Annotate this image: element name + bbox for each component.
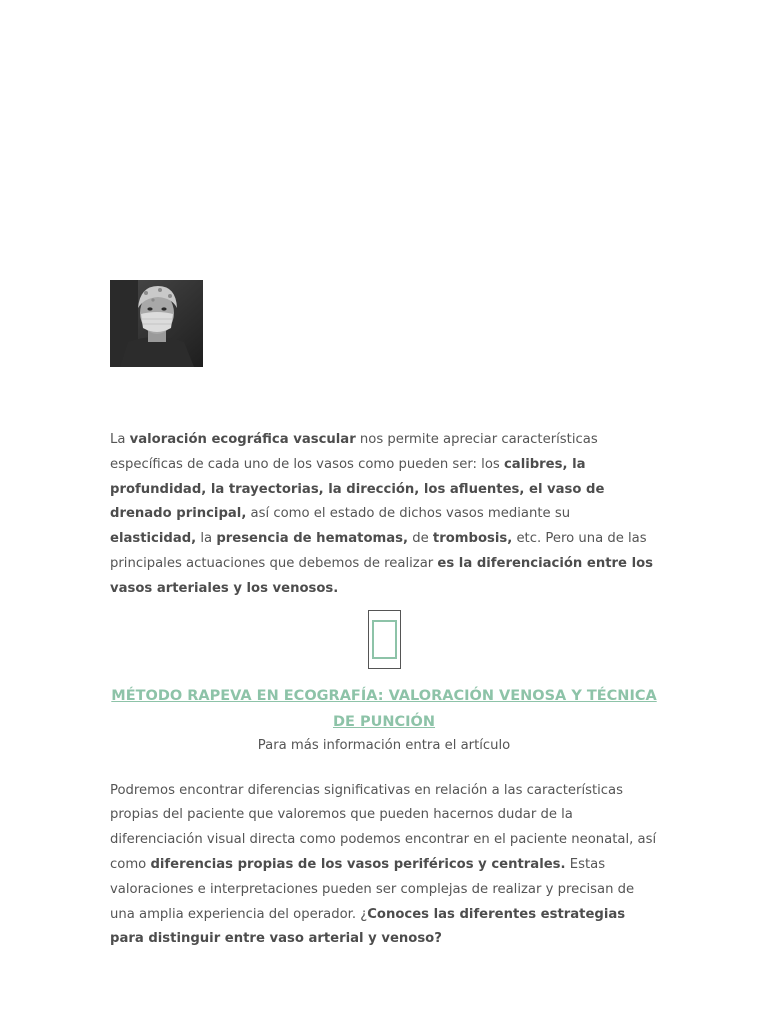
article-body: [110, 428, 658, 952]
related-article-caption: Para más información entra el artículo: [257, 737, 511, 753]
intro-paragraph: La valoración ecográfica vascular nos permite apreciar características específicas de cada uno de los vasos como pueden ser: los calibres, la profundidad, la trayectorias, la dirección, los afluentes, el vaso de drenado principal, así como el estado de dichos vasos mediante su elasticidad, la presencia de hematomas, de trombosis, etc. Pero una de las principales actuaciones que debemos de realizar es la diferenciación entre los vasos arteriales y los venosos.: [110, 432, 654, 596]
body-paragraph: Podremos encontrar diferencias significativas en relación a las características propias del paciente que valoremos que pueden hacernos dudar de la diferenciación visual directa como podemos encontrar en el paciente neonatal, así como diferencias propias de los vasos periféricos y centrales. Estas valoraciones e interpretaciones pueden ser complejas de realizar y precisan de una amplia experiencia del operador. ¿Conoces las diferentes estrategias para distinguir entre vaso arterial y venoso?: [110, 782, 657, 947]
related-article-link[interactable]: MÉTODO RAPEVA EN ECOGRAFÍA: VALORACIÓN VENOSA Y TÉCNICA DE PUNCIÓN: [111, 687, 657, 730]
author-photo: [110, 280, 203, 367]
author-photo-icon: [110, 280, 203, 367]
document-icon[interactable]: [368, 610, 401, 669]
